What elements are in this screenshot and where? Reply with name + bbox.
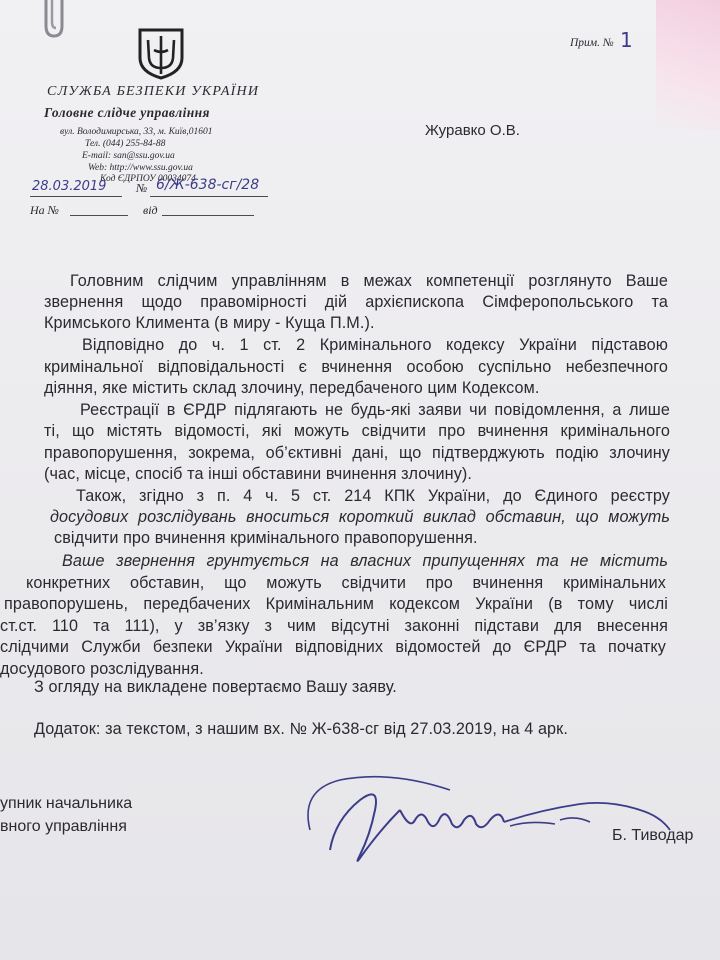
trident-coat-of-arms-icon [136,28,186,80]
body-line: кримінальної відповідальності є вчинення особою суспільно небезпечного [44,358,668,376]
reply-from-label: від [143,203,158,217]
outgoing-number: 6/Ж-638-сг/28 [156,177,260,193]
signer-title-line-2: вного управління [0,818,127,835]
reply-date-field [162,215,254,216]
body-line: правопорушень, передбачених Кримінальним кодексом України (в тому числі [4,595,668,613]
body-line: Також, згідно з п. 4 ч. 5 ст. 214 КПК України, до Єдиного реєстру [76,487,670,505]
body-line: (час, місце, спосіб та інші обставини вчинення злочину). [44,465,472,483]
outgoing-date: 28.03.2019 [32,179,107,194]
background-pink-object [656,0,720,130]
attachment-line: Додаток: за текстом, з нашим вх. № Ж-638-сг від 27.03.2019, на 4 арк. [34,720,568,738]
number-underline [150,196,268,197]
letterhead-address: вул. Володимирська, 33, м. Київ,01601 [60,127,213,137]
department-name: Головне слідче управління [44,105,210,120]
body-line: Відповідно до ч. 1 ст. 2 Кримінального кодексу України підставою [82,336,668,354]
body-line: конкретних обставин, що можуть свідчити про вчинення кримінальних [26,574,666,592]
body-line: діяння, яке містить склад злочину, передбаченого цим Кодексом. [44,379,540,397]
body-line: Головним слідчим управлінням в межах компетенції розглянуто Ваше [70,272,668,290]
body-line: свідчити про вчинення кримінального правопорушення. [54,529,478,547]
reply-to-label: На № [30,203,59,217]
recipient-name: Журавко О.В. [425,122,520,139]
body-line: З огляду на викладене повертаємо Вашу заяву. [34,678,397,696]
handwritten-signature [210,760,680,880]
attachment-mark-value: 1 [620,28,633,52]
body-line: Ваше звернення грунтується на власних припущеннях та не містить [62,552,668,570]
number-label: № [136,181,148,195]
date-underline [30,196,122,197]
letterhead-edrpou-code: Код ЄДРПОУ 00034074 [100,174,196,184]
letterhead-email: E-mail: san@ssu.gov.ua [82,151,175,161]
body-line: звернення щодо правомірності дій архієпископа Сімферопольського та [44,293,668,311]
signer-title-line-1: упник начальника [0,795,133,812]
paperclip-icon [36,0,76,40]
signer-name: Б. Тиводар [612,827,694,844]
body-line: слідчими Служби безпеки України відповідних відомостей до ЄРДР та початку [0,638,666,656]
body-line: ті, що містять відомості, які можуть свідчити про вчинення кримінального [44,422,670,440]
body-line: ст.ст. 110 та 111), у зв’язку з чим відсутні законні підстави для внесення [0,617,668,635]
body-line: досудових розслідувань вноситься короткий виклад обставин, що можуть [50,508,670,526]
reply-number-field [70,215,128,216]
body-line: Реєстрації в ЄРДР підлягають не будь-які заяви чи повідомлення, а лише [80,401,670,419]
body-line: Кримського Климента (в миру - Куща П.М.). [44,314,375,332]
attachment-mark-label: Прим. № [570,37,614,49]
letterhead-web: Web: http://www.ssu.gov.ua [88,163,193,173]
letterhead-phone: Тел. (044) 255-84-88 [85,139,166,149]
organization-name: СЛУЖБА БЕЗПЕКИ УКРАЇНИ [47,84,260,99]
body-line: правопорушення, зокрема, об’єктивні дані, що підтверджують подію злочину [44,444,670,462]
body-line: досудового розслідування. [0,660,204,678]
